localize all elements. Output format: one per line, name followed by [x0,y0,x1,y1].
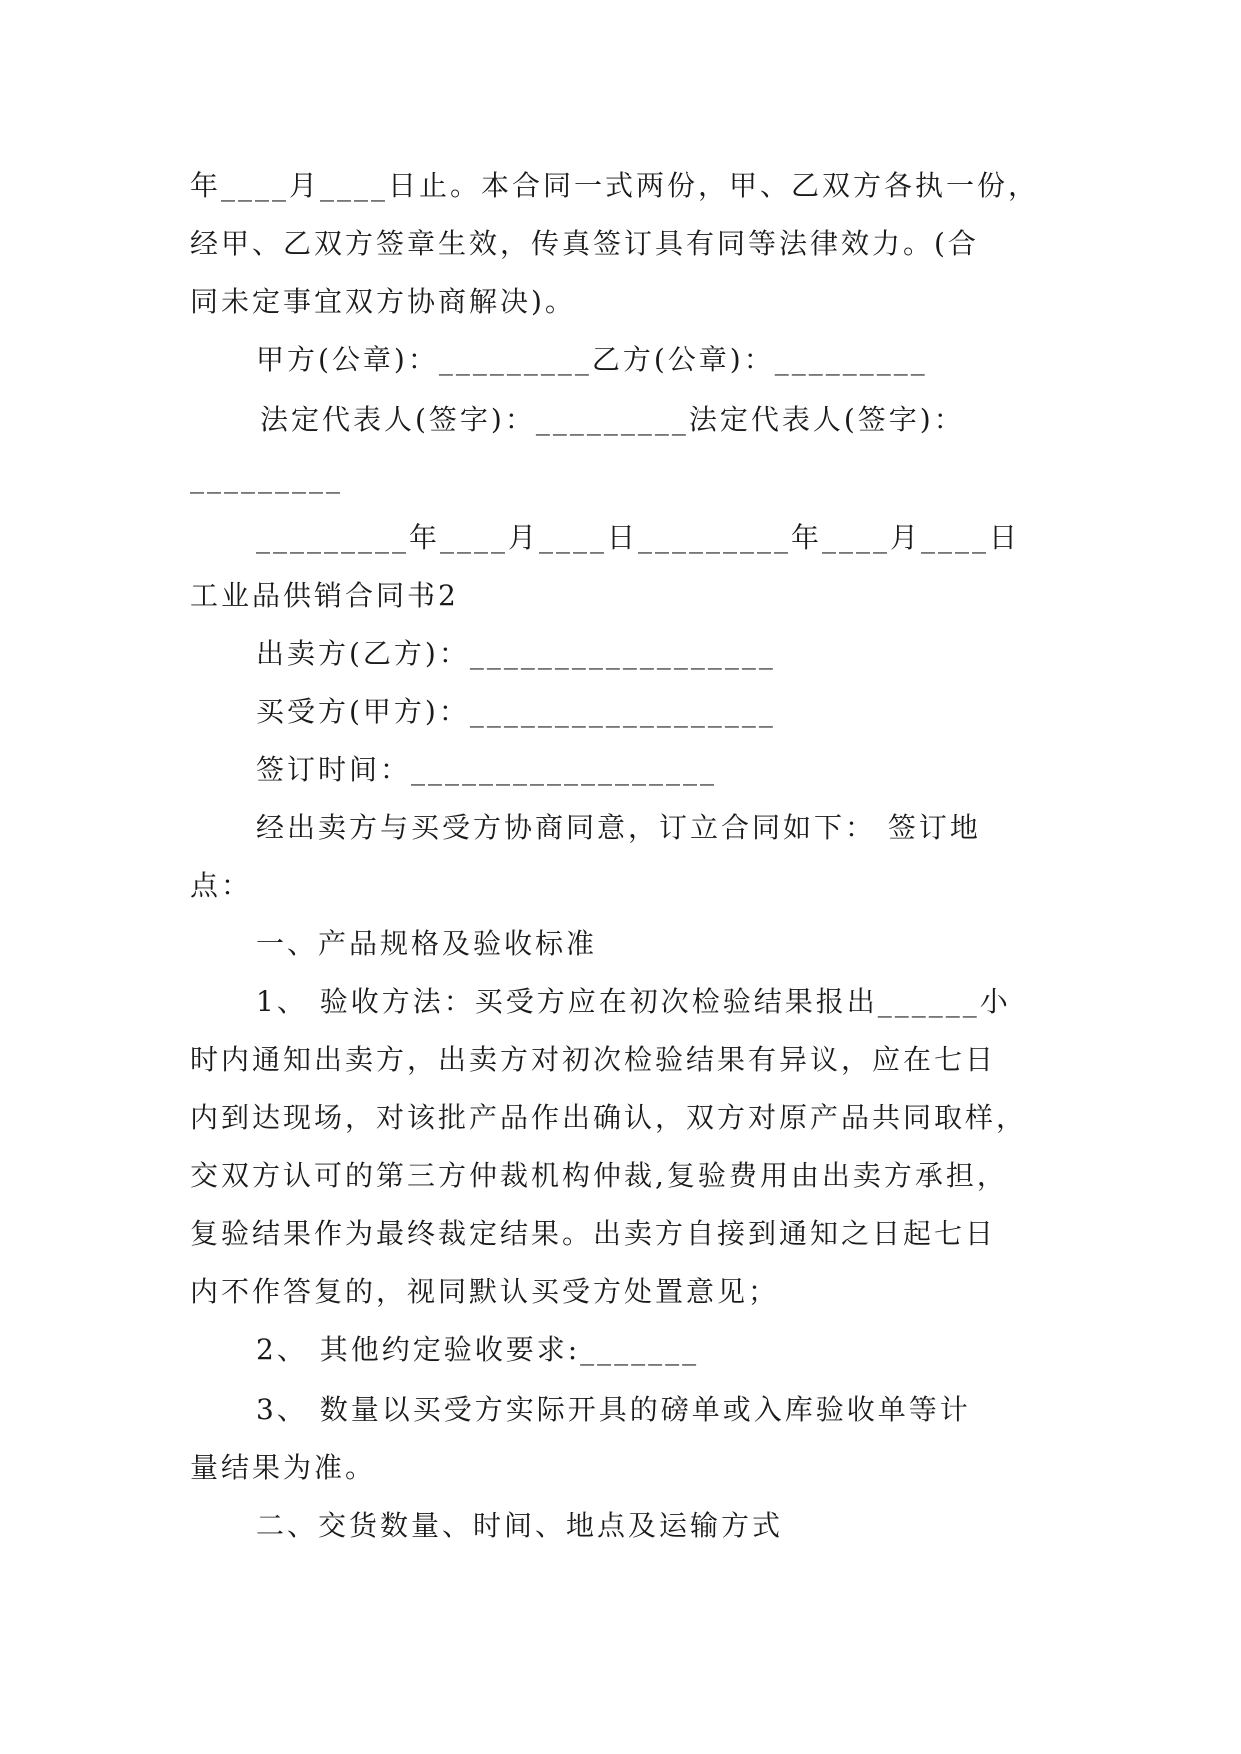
text-line-1: 年____月____日止。本合同一式两份，甲、乙双方各执一份， [190,169,1040,202]
text-line-12: 经出卖方与买受方协商同意，订立合同如下： 签订地 [256,811,981,844]
text-line-20: 内不作答复的，视同默认买受方处置意见； [190,1275,780,1308]
text-line-13: 点： [190,869,253,902]
clause-heading-1: 一、产品规格及验收标准 [256,927,598,960]
date-line: _________年____月____日_________年____月____日 [256,521,1021,554]
party-seal-line: 甲方(公章)：_________乙方(公章)：_________ [256,343,928,376]
signing-time-field: 签订时间：__________________ [256,753,718,786]
clause-1-2: 2、 其他约定验收要求:_______ [256,1333,700,1366]
text-line-3: 同未定事宜双方协商解决)。 [190,285,576,318]
text-line-17: 内到达现场，对该批产品作出确认，双方对原产品共同取样， [190,1101,1028,1134]
clause-1-1: 1、 验收方法：买受方应在初次检验结果报出______小 [256,985,1011,1018]
seller-field: 出卖方(乙方)：__________________ [256,637,776,670]
clause-1-3: 3、 数量以买受方实际开具的磅单或入库验收单等计 [256,1393,971,1426]
representative-signature-line: 法定代表人(签字)：_________法定代表人(签字)： [260,403,965,436]
signature-blank-line: _________ [190,461,343,494]
buyer-field: 买受方(甲方)：__________________ [256,695,776,728]
text-line-18: 交双方认可的第三方仲裁机构仲裁,复验费用由出卖方承担， [190,1159,1008,1192]
section-title: 工业品供销合同书2 [190,579,459,612]
text-line-16: 时内通知出卖方，出卖方对初次检验结果有异议，应在七日 [190,1043,997,1076]
text-line-19: 复验结果作为最终裁定结果。出卖方自接到通知之日起七日 [190,1217,997,1250]
clause-heading-2: 二、交货数量、时间、地点及运输方式 [256,1509,784,1542]
text-line-23: 量结果为准。 [190,1451,377,1484]
text-line-2: 经甲、乙双方签章生效，传真签订具有同等法律效力。(合 [190,227,979,260]
